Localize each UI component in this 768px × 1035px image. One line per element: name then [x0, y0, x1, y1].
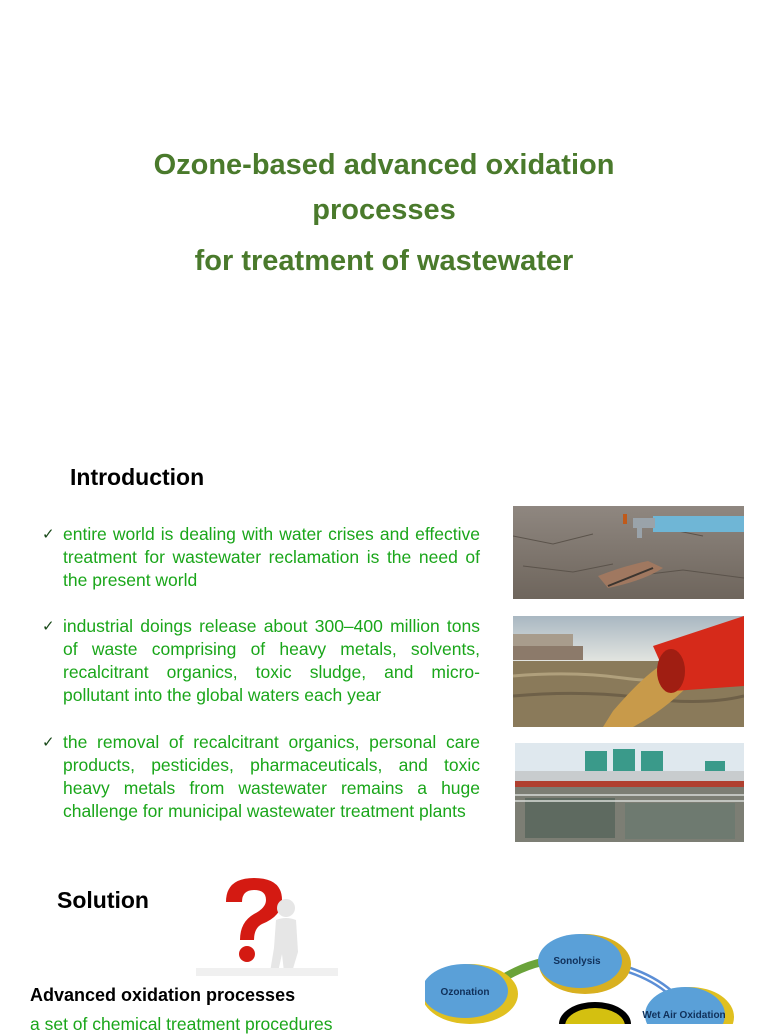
introduction-heading: Introduction [70, 464, 205, 490]
intro-bullet-3 [42, 731, 480, 823]
intro-bullet-text: entire world is dealing with water crises and effective treatment for wastewater reclamation is the need of the present world [63, 524, 480, 590]
treatment-plant-photo [515, 743, 744, 842]
dry-ground-tap-photo [513, 506, 744, 599]
checkmark-icon: ✓ [42, 526, 55, 543]
aop-definition: a set of chemical treatment procedures [30, 1014, 333, 1034]
intro-bullet-text: industrial doings release about 300–400 million tons of waste comprising of heavy metals, solvents, recalcitrant organics, toxic sludge, and micro-pollutant into the global waters each year [63, 616, 480, 705]
intro-bullet-2 [42, 615, 480, 707]
title-line-3: for treatment of wastewater [194, 245, 574, 277]
checkmark-icon: ✓ [42, 734, 55, 751]
aop-methods-diagram [425, 922, 768, 1024]
title-line-1: Ozone-based advanced oxidation [153, 149, 615, 181]
question-mark-figure-icon [196, 872, 338, 976]
diagram-node-sonolysis: Sonolysis [553, 956, 601, 967]
intro-bullet-text: the removal of recalcitrant organics, personal care products, pesticides, pharmaceuticals, and toxic heavy metals from wastewater remains a huge challenge for municipal wastewater treatment plants [63, 732, 480, 821]
diagram-node-wet-air-oxidation: Wet Air Oxidation [642, 1010, 726, 1021]
aop-title: Advanced oxidation processes [30, 985, 296, 1005]
title-line-2: processes [312, 194, 456, 226]
solution-heading: Solution [57, 887, 149, 913]
pipe-discharge-photo [513, 616, 744, 727]
diagram-node-ozonation: Ozonation [440, 987, 490, 998]
checkmark-icon: ✓ [42, 618, 55, 635]
intro-bullet-1 [42, 523, 480, 592]
